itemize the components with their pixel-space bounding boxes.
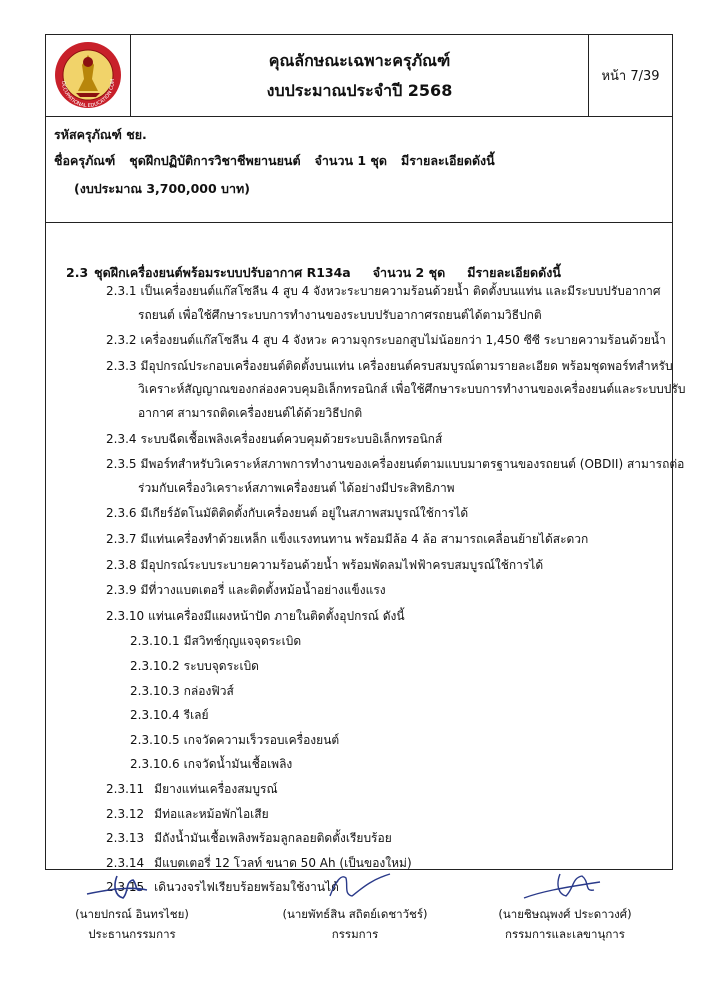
logo-cell (46, 35, 131, 116)
spec-item-text: เดินวงจรไฟเรียบร้อยพร้อมใช้งานได้ (154, 880, 339, 895)
section-heading (66, 263, 583, 283)
spec-item (106, 804, 269, 825)
spec-subitem-number: 2.3.10.4 (130, 708, 180, 723)
section-note: มีรายละเอียดดังนี้ (467, 265, 561, 280)
spec-item (106, 828, 392, 849)
spec-item-number: 2.3.3 (106, 358, 137, 373)
spec-item-text: มีอุปกรณ์ระบบระบายความร้อนด้วยน้ำ พร้อมพัดลมไฟฟ้าครบสมบูรณ์ใช้การได้ (140, 557, 544, 572)
title-line-1: คุณลักษณะเฉพาะครุภัณฑ์ (268, 51, 451, 70)
spec-item-text: มีพอร์ทสำหรับวิเคราะห์สภาพการทำงานของเครื่องยนต์ตามแบบมาตรฐานของรถยนต์ (OBDII) สามารถต่อ (140, 457, 685, 472)
spec-item-text: มีถังน้ำมันเชื้อเพลิงพร้อมลูกลอยติดตั้งเรียบร้อย (154, 831, 392, 846)
page-number: หน้า 7/39 (601, 69, 660, 84)
spec-subitem (130, 656, 259, 677)
spec-item-number: 2.3.10 (106, 608, 145, 623)
spec-item (106, 580, 386, 601)
spec-subitem-text: กล่องฟิวส์ (183, 683, 234, 698)
spec-subitem (130, 754, 292, 775)
equipment-code: รหัสครุภัณฑ์ ชย. (54, 127, 147, 142)
signature-3 (470, 870, 660, 944)
spec-item-number: 2.3.12 (106, 806, 145, 821)
spec-subitem (130, 631, 301, 652)
meta-row (46, 117, 672, 223)
section-number: 2.3 (66, 265, 89, 280)
spec-subitem (130, 681, 234, 702)
equipment-quantity: จำนวน 1 ชุด (314, 153, 388, 168)
handwritten-signature-icon (300, 870, 410, 904)
title-line-2: งบประมาณประจำปี 2568 (266, 81, 453, 100)
spec-item-text: แท่นเครื่องมีแผงหน้าปัด ภายในติดตั้งอุปกรณ์ ดังนี้ (148, 608, 405, 623)
spec-item (106, 779, 278, 800)
spec-subitem (130, 730, 339, 751)
equipment-name-value: ชุดฝึกปฏิบัติการวิชาชีพยานยนต์ (129, 153, 301, 168)
budget-line: (งบประมาณ 3,700,000 บาท) (74, 181, 250, 196)
spec-item-number: 2.3.5 (106, 457, 137, 472)
handwritten-signature-icon (77, 870, 187, 904)
spec-item-number: 2.3.2 (106, 333, 137, 348)
signature-1 (52, 870, 212, 944)
spec-item-number: 2.3.4 (106, 431, 137, 446)
spec-item-number: 2.3.11 (106, 782, 145, 796)
section-quantity: จำนวน 2 ชุด (372, 265, 446, 280)
spec-item (106, 606, 405, 627)
spec-item-text: มีแท่นเครื่องทำด้วยเหล็ก แข็งแรงทนทาน พร้อมมีล้อ 4 ล้อ สามารถเคลื่อนย้ายได้สะดวก (140, 532, 589, 546)
spec-item-continuation: วิเคราะห์สัญญาณของกล่องควบคุมอิเล็กทรอนิกส์ เพื่อใช้ศึกษาระบบการทำงานของเครื่องยนต์และระบบปรับ (138, 382, 686, 397)
spec-item-text: ระบบฉีดเชื้อเพลิงเครื่องยนต์ควบคุมด้วยระบบอิเล็กทรอนิกส์ (140, 431, 443, 446)
spec-item-text: มีเกียร์อัตโนมัติติดตั้งกับเครื่องยนต์ อยู่ในสภาพสมบูรณ์ใช้การได้ (140, 506, 469, 521)
spec-subitem-text: รีเลย์ (183, 708, 209, 723)
spec-item-number: 2.3.14 (106, 855, 145, 870)
spec-subitem-text: เกจวัดความเร็วรอบเครื่องยนต์ (183, 732, 340, 747)
ovec-logo-icon (46, 35, 131, 116)
spec-item (106, 454, 684, 475)
spec-item-number: 2.3.9 (106, 583, 137, 598)
spec-subitem-text: มีสวิทช์กุญแจจุดระเบิด (183, 634, 302, 649)
spec-subitem-text: ระบบจุดระเบิด (183, 659, 259, 673)
header-row (46, 35, 672, 117)
spec-item-continuation: ร่วมกับเครื่องวิเคราะห์สภาพเครื่องยนต์ ได้อย่างมีประสิทธิภาพ (138, 480, 455, 495)
document-frame (45, 34, 686, 895)
signature-2 (255, 870, 455, 944)
spec-item-number: 2.3.15 (106, 880, 145, 895)
spec-subitem-text: เกจวัดน้ำมันเชื้อเพลิง (183, 757, 293, 772)
spec-item-number: 2.3.6 (106, 506, 137, 521)
spec-subitem-number: 2.3.10.5 (130, 732, 180, 747)
spec-item-text: เครื่องยนต์แก๊สโซลีน 4 สูบ 4 จังหวะ ความจุกระบอกสูบไม่น้อยกว่า 1,450 ซีซี ระบายความร้อนด้วยน้ำ (140, 333, 666, 348)
spec-item-text: มียางแท่นเครื่องสมบูรณ์ (154, 782, 278, 796)
signature-2-name: (นายพัทธ์สิน สถิตย์เดชาวัชร์) (282, 907, 428, 921)
spec-item-text: เป็นเครื่องยนต์แก๊สโซลีน 4 สูบ 4 จังหวะระบายความร้อนด้วยน้ำ ติดตั้งบนแท่น และมีระบบปรับอากาศ (140, 284, 661, 298)
spec-item-continuation: รถยนต์ เพื่อใช้ศึกษาระบบการทำงานของระบบปรับอากาศรถยนต์ได้ตามวิธีปกติ (138, 307, 542, 322)
spec-subitem-number: 2.3.10.2 (130, 659, 180, 673)
spec-item-number: 2.3.13 (106, 831, 145, 846)
handwritten-signature-icon (510, 870, 620, 904)
spec-item-continuation: อากาศ สามารถติดเครื่องยนต์ได้ด้วยวิธีปกติ (138, 406, 363, 420)
equipment-detail-note: มีรายละเอียดดังนี้ (401, 153, 495, 168)
section-title: ชุดฝึกเครื่องยนต์พร้อมระบบปรับอากาศ R134a (94, 265, 351, 280)
spec-item-text: มีท่อและหม้อพักไอเสีย (154, 806, 269, 821)
spec-subitem (130, 705, 209, 726)
signature-1-role: ประธานกรรมการ (88, 927, 176, 941)
spec-item-number: 2.3.8 (106, 557, 137, 572)
signature-2-role: กรรมการ (331, 927, 379, 941)
equipment-name-label: ชื่อครุภัณฑ์ (54, 153, 116, 168)
spec-item (106, 356, 673, 377)
spec-item-text: มีอุปกรณ์ประกอบเครื่องยนต์ติดตั้งบนแท่น เครื่องยนต์ครบสมบูรณ์ตามรายละเอียด พร้อมชุดพอร์ทสำหรับ (140, 358, 673, 373)
logo-text: OCCUPATIONAL EDUCATION COM (59, 78, 117, 110)
signature-1-name: (นายปกรณ์ อินทรไชย) (75, 907, 189, 921)
spec-subitem-number: 2.3.10.3 (130, 683, 180, 698)
signature-3-name: (นายชิษณุพงศ์ ประดาวงศ์) (498, 907, 632, 921)
spec-item (106, 281, 660, 302)
spec-item-text: มีที่วางแบตเตอรี่ และติดตั้งหม้อน้ำอย่างแข็งแรง (140, 583, 386, 598)
spec-item (106, 503, 468, 524)
spec-subitem-number: 2.3.10.1 (130, 634, 180, 649)
spec-item-text: มีแบตเตอรี่ 12 โวลท์ ขนาด 50 Ah (เป็นของใหม่) (154, 855, 412, 870)
spec-item-number: 2.3.7 (106, 532, 137, 546)
equipment-name-line (54, 151, 509, 171)
spec-item-number: 2.3.1 (106, 284, 137, 298)
spec-item (106, 529, 588, 550)
spec-item (106, 330, 666, 351)
signature-3-role: กรรมการและเลขานุการ (505, 927, 625, 941)
spec-item (106, 429, 442, 450)
spec-subitem-number: 2.3.10.6 (130, 757, 180, 772)
title-cell (131, 35, 589, 116)
signature-area (0, 870, 705, 1000)
spec-item (106, 555, 543, 576)
